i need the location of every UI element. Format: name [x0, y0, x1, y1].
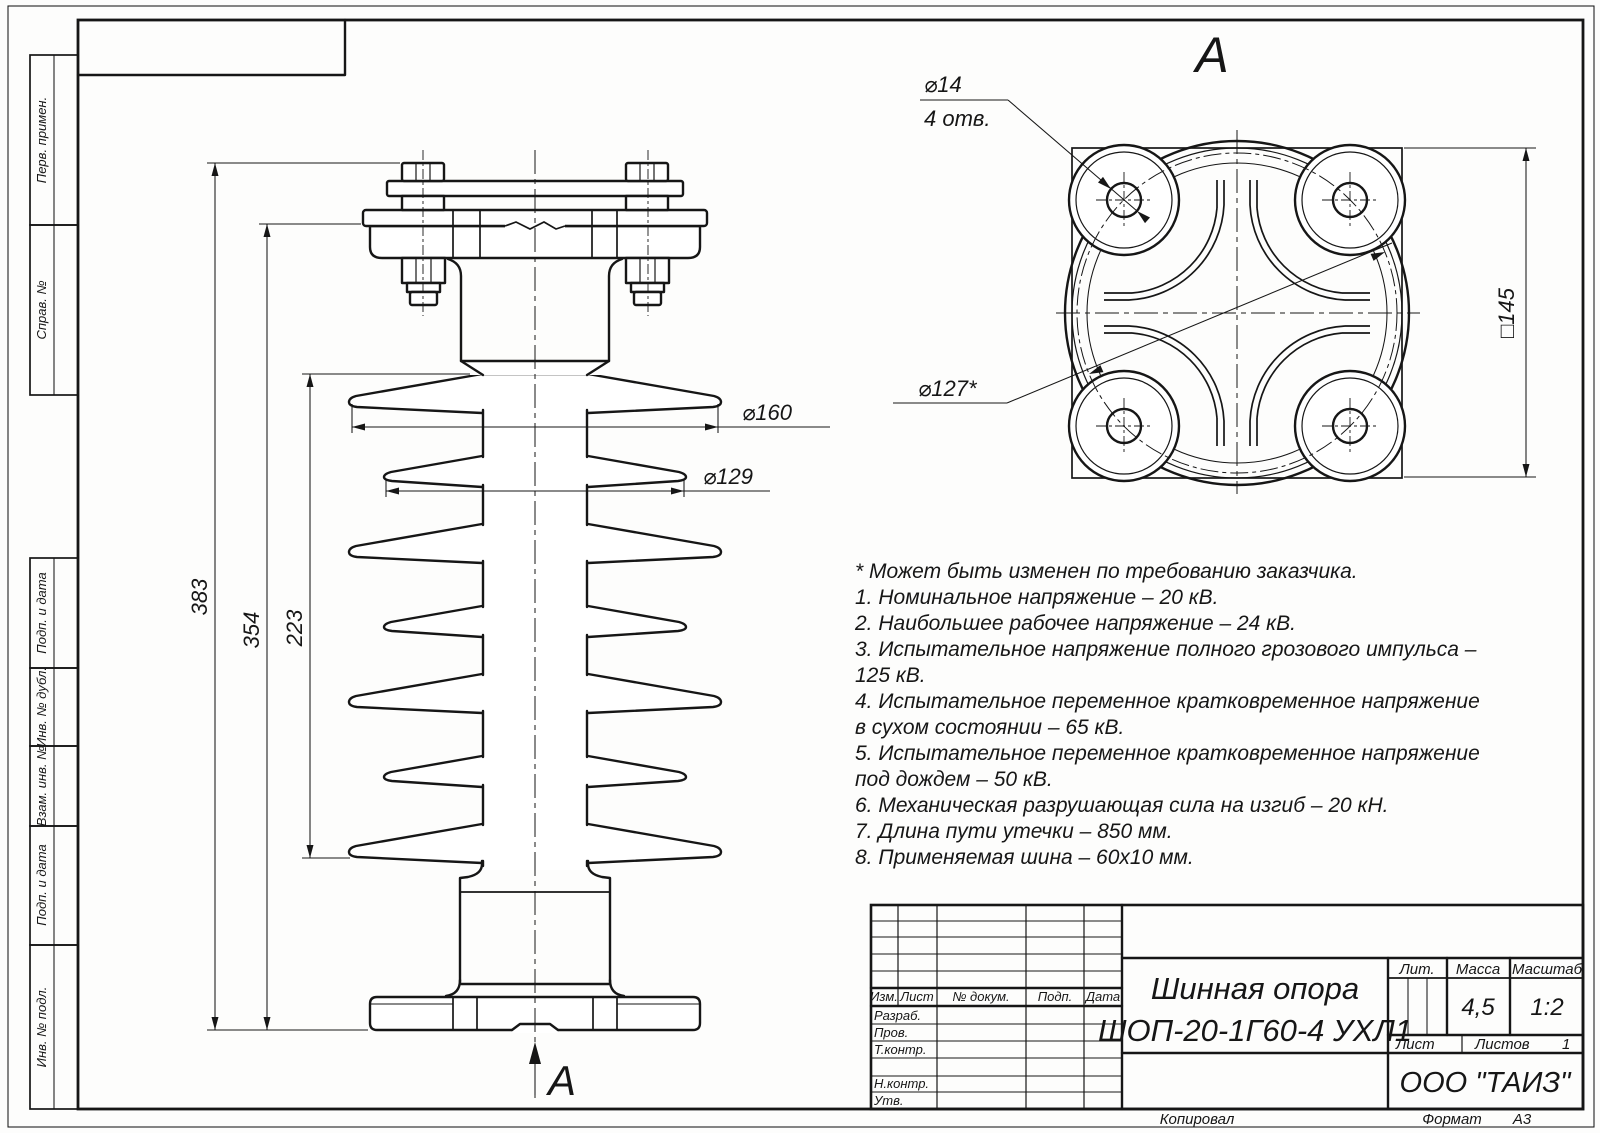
top-view-dimensions: [893, 72, 1536, 477]
note-line: 7. Длина пути утечки – 850 мм.: [855, 820, 1173, 843]
margin-label-podp-data-2: Подп. и дата: [34, 844, 49, 926]
dim-d160: ⌀160: [742, 400, 792, 425]
margin-label-inv-dubl: Инв. № дубл.: [34, 667, 49, 747]
note-line: под дождем – 50 кВ.: [855, 768, 1053, 791]
tb-col-podp: Подп.: [1037, 989, 1073, 1004]
note-line: 5. Испытательное переменное кратковременное напряжение: [855, 742, 1480, 765]
note-line: 4. Испытательное переменное кратковременное напряжение: [855, 690, 1480, 713]
tb-scale-value: 1:2: [1530, 994, 1564, 1021]
dim-223: 223: [282, 609, 307, 647]
format-value: А3: [1512, 1111, 1532, 1128]
note-line: 1. Номинальное напряжение – 20 кВ.: [855, 586, 1219, 609]
tb-row-prov: Пров.: [874, 1025, 909, 1040]
note-line: в сухом состоянии – 65 кВ.: [855, 716, 1125, 739]
leader-hole-count: 4 отв.: [924, 106, 991, 131]
tb-sheets-value: 1: [1562, 1036, 1571, 1053]
dim-square-145: □145: [1494, 288, 1519, 338]
tb-row-utv: Утв.: [874, 1093, 904, 1108]
tb-mass-value: 4,5: [1461, 994, 1495, 1021]
note-line: 125 кВ.: [855, 664, 926, 687]
top-view-title: А: [1195, 27, 1229, 83]
margin-label-podp-data-1: Подп. и дата: [34, 572, 49, 654]
tb-row-tkontr: Т.контр.: [874, 1042, 927, 1057]
format-label: Формат: [1422, 1111, 1482, 1128]
tb-col-data: Дата: [1085, 989, 1121, 1004]
margin-label-sprav-n: Справ. №: [34, 280, 49, 340]
copied-label: Копировал: [1159, 1111, 1235, 1128]
margin-column: [30, 55, 78, 1109]
view-arrow-label: А: [548, 1057, 577, 1104]
bottom-strip: [1160, 1111, 1532, 1128]
dim-d129: ⌀129: [703, 464, 753, 489]
tb-col-izm: Изм.: [870, 989, 898, 1004]
tb-sheets-label: Листов: [1475, 1036, 1530, 1053]
note-line: 6. Механическая разрушающая сила на изгиб – 20 кН.: [855, 794, 1389, 817]
tb-row-nkontr: Н.контр.: [874, 1076, 930, 1091]
tb-mass-label: Масса: [1455, 961, 1501, 978]
margin-label-vzam-inv: Взам. инв. №: [34, 745, 49, 827]
leader-bolt-circle: ⌀127*: [918, 376, 977, 401]
note-line: 3. Испытательное напряжение полного грозового импульса –: [855, 638, 1477, 661]
note-line: * Может быть изменен по требованию заказчика.: [855, 560, 1358, 583]
tb-sheet-label: Лист: [1396, 1036, 1435, 1053]
tb-doc-name-2: ШОП-20-1Г60-4 УХЛ1: [1098, 1013, 1412, 1048]
leader-hole-dia: ⌀14: [924, 72, 962, 97]
tb-company: ООО "ТАИЗ": [1399, 1067, 1571, 1099]
tb-lit-label: Лит.: [1399, 961, 1435, 978]
dim-383: 383: [187, 578, 212, 616]
note-line: 8. Применяемая шина – 60х10 мм.: [855, 846, 1194, 869]
tb-col-dokum: № докум.: [952, 989, 1010, 1004]
technical-notes: [854, 560, 1480, 869]
tb-doc-name-1: Шинная опора: [1150, 971, 1360, 1006]
note-line: 2. Наибольшее рабочее напряжение – 24 кВ.: [855, 612, 1296, 635]
dim-354: 354: [239, 611, 264, 649]
tb-col-list: Лист: [900, 989, 934, 1004]
tb-scale-label: Масштаб: [1511, 961, 1583, 978]
margin-label-perv-primen: Перв. примен.: [34, 96, 49, 184]
top-view-flange: [1056, 27, 1420, 494]
tb-row-razrab: Разраб.: [874, 1008, 922, 1023]
margin-label-inv-podl: Инв. № подл.: [34, 986, 49, 1068]
title-block: [870, 905, 1583, 1109]
